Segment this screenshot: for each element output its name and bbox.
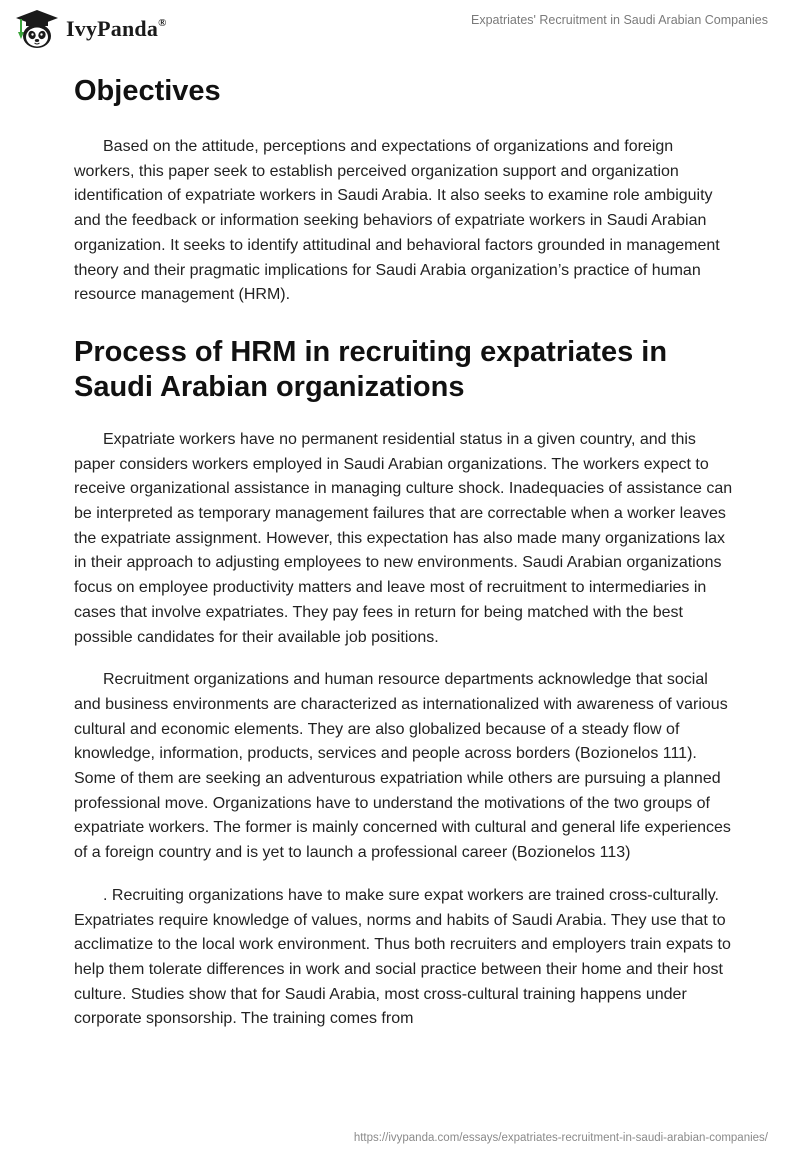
section-heading-objectives: Objectives bbox=[74, 75, 221, 107]
section-heading-process-of-hrm: Process of HRM in recruiting expatriates in Saudi Arabian organizations bbox=[74, 335, 668, 403]
essay-content bbox=[74, 70, 734, 1050]
paragraph: Expatriate workers have no permanent residential status in a given country, and this paper considers workers employed in Saudi Arabian organizations. The workers expect to receive organizational assistance in managing culture shock. Inadequacies of assistance can be interpreted as temporary management failures that are correctable when a worker leaves the expatriate assignment. However, this expectation has also made many organizations lax in their approach to adjusting employees to new environments. Saudi Arabian organizations focus on employee productivity matters and leave most of recruitment to intermediaries in cases that involve expatriates. They pay fees in return for being matched with the best possible candidates for their available job positions. bbox=[74, 430, 733, 646]
ivypanda-logo[interactable] bbox=[14, 8, 167, 50]
paragraph: . Recruiting organizations have to make sure expat workers are trained cross-culturally. Expatriates require knowledge of values, norms and habits of Saudi Arabia. They use that to acclimatize to the local work environment. Thus both recruiters and employers train expats to help them tolerate differences in work and social practice between their home and their host culture. Studies show that for Saudi Arabia, most cross-cultural training happens under corporate sponsorship. The training comes from bbox=[74, 886, 731, 1028]
paragraph: Recruitment organizations and human resource departments acknowledge that social and business environments are characterized as internationalized with awareness of various cultural and economic elements. They are also globalized because of a steady flow of knowledge, information, products, services and people across borders (Bozionelos 111). Some of them are seeking an adventurous expatriation while others are pursuing a planned professional move. Organizations have to understand the motivations of the two groups of expatriate workers. The former is mainly concerned with cultural and general life experiences of a foreign country and is yet to launch a professional career (Bozionelos 113) bbox=[74, 671, 731, 862]
registered-mark: ® bbox=[158, 16, 167, 29]
panda-graduate-icon bbox=[14, 8, 60, 50]
source-url[interactable]: https://ivypanda.com/essays/expatriates-recruitment-in-saudi-arabian-companies/ bbox=[353, 1132, 768, 1144]
page-header bbox=[0, 0, 800, 62]
brand-name: IvyPanda® bbox=[66, 16, 167, 41]
paragraph: Based on the attitude, perceptions and expectations of organizations and foreign workers, this paper seek to establish perceived organization support and organization identification of expatriate workers in Saudi Arabia. It also seeks to examine role ambiguity and the feedback or information seeking behaviors of expatriate workers in Saudi Arabian organization. It seeks to identify attitudinal and behavioral factors grounded in management theory and their pragmatic implications for Saudi Arabia organization’s practice of human resource management (HRM). bbox=[74, 138, 720, 304]
running-title: Expatriates' Recruitment in Saudi Arabian Companies bbox=[471, 13, 768, 27]
